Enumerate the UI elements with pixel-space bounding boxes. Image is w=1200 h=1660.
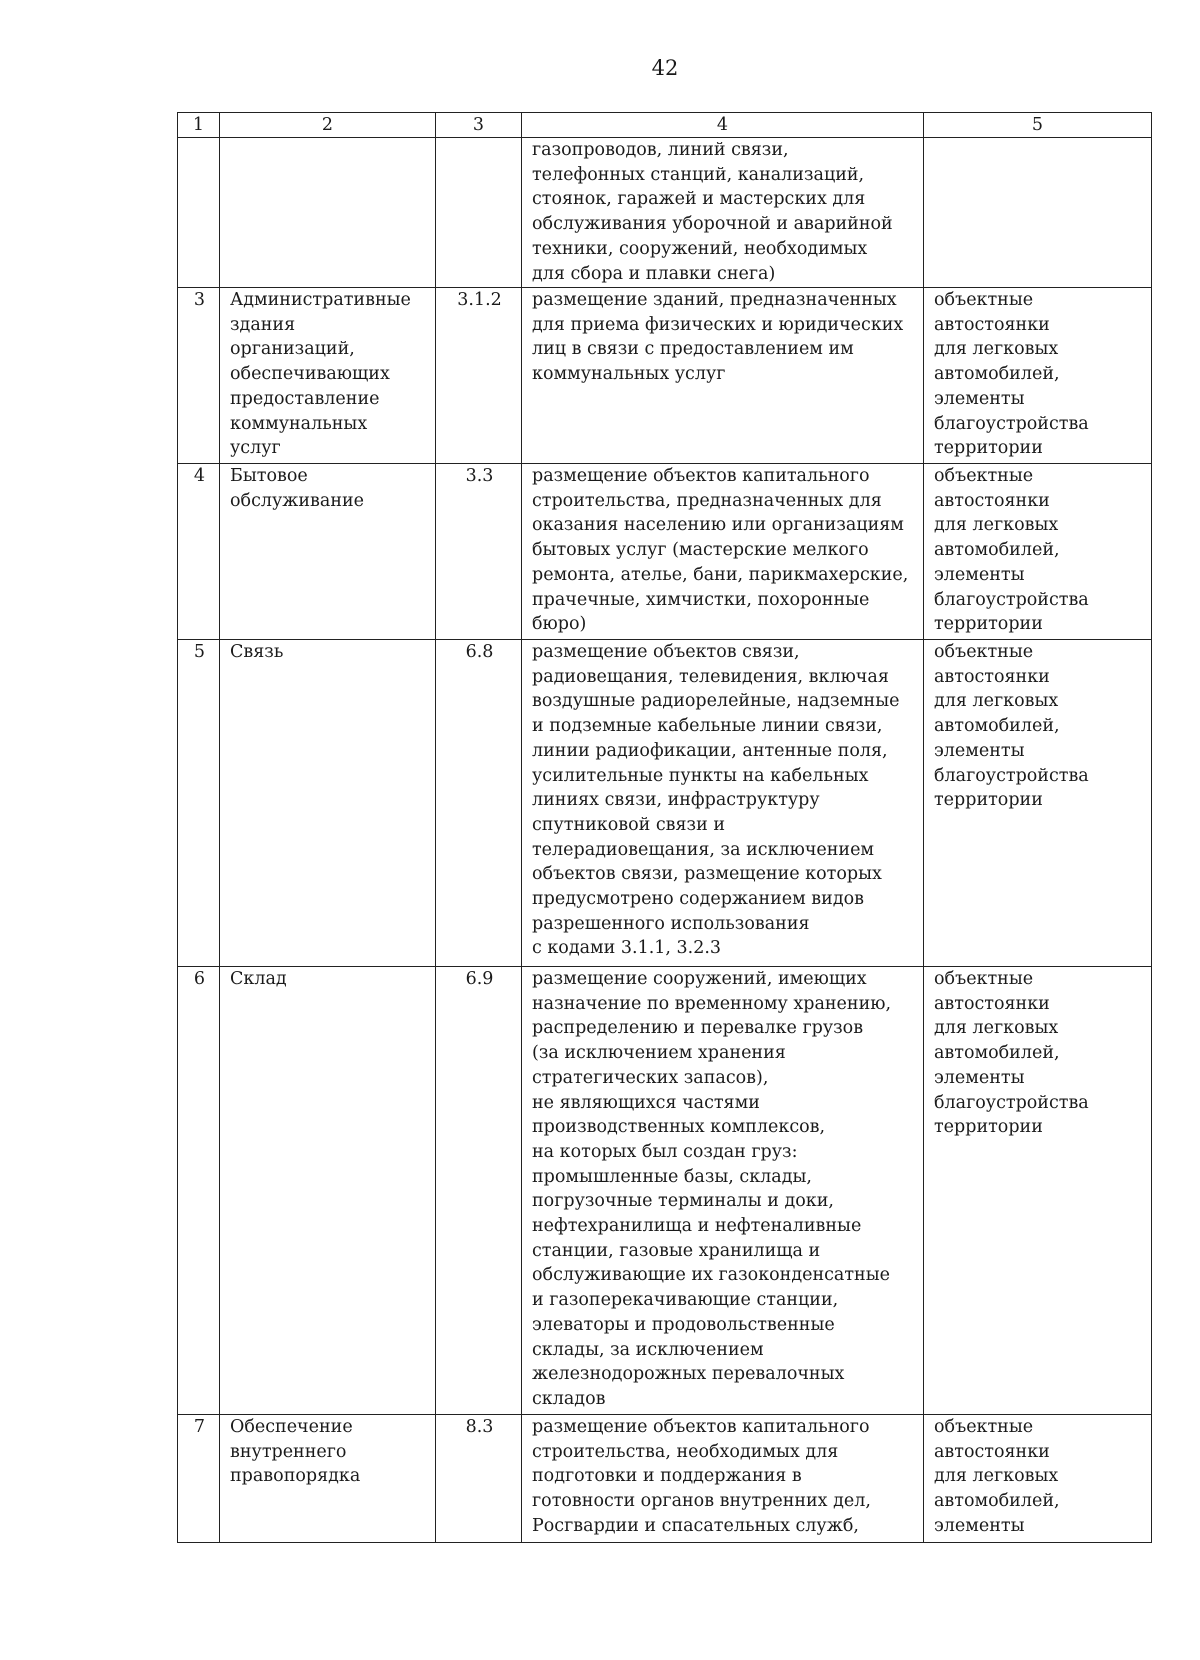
use-description-cell — [522, 640, 924, 967]
use-code-cell — [436, 1415, 522, 1543]
use-code-cell — [436, 288, 522, 464]
use-description-cell — [522, 967, 924, 1415]
row-number: 5 — [193, 642, 206, 662]
use-name-cell — [220, 640, 436, 967]
use-name-cell — [220, 138, 436, 288]
use-description-cell — [522, 288, 924, 464]
use-name-cell — [220, 1415, 436, 1543]
use-description: размещение сооружений, имеющих назначение по временному хранению, распределению и перевалке грузов (за исключением хранения стратегических запасов), не являющихся частями производственных комплексов, на которых был создан груз: промышленные базы, склады, погрузочные терминалы и доки, нефтехранилища и нефтеналивные станции, газовые хранилища и обслуживающие их газоконденсатные и газоперекачивающие станции, элеваторы и продовольственные склады, за исключением железнодорожных перевалочных складов — [532, 969, 892, 1409]
auxiliary-uses: объектные автостоянки для легковых автомобилей, элементы — [934, 1417, 1060, 1536]
use-name: Бытовое обслуживание — [230, 466, 365, 511]
row-number-cell — [178, 1415, 220, 1543]
use-code-cell — [436, 464, 522, 640]
use-code: 6.9 — [465, 969, 494, 989]
use-name: Связь — [230, 642, 284, 662]
use-code: 3.3 — [465, 466, 494, 486]
use-name: Обеспечение внутреннего правопорядка — [230, 1417, 361, 1487]
table-row — [178, 138, 1152, 288]
use-name: Склад — [230, 969, 287, 989]
column-header-3: 3 — [436, 113, 522, 138]
table-row — [178, 967, 1152, 1415]
use-description-cell — [522, 138, 924, 288]
use-name-cell — [220, 288, 436, 464]
auxiliary-uses: объектные автостоянки для легковых автомобилей, элементы благоустройства территории — [934, 642, 1089, 811]
use-description-cell — [522, 1415, 924, 1543]
use-description: размещение объектов капитального строительства, необходимых для подготовки и поддержания в готовности органов внутренних дел, Росгвардии и спасательных служб, — [532, 1417, 871, 1536]
auxiliary-uses-cell — [924, 288, 1152, 464]
row-number: 3 — [193, 290, 206, 310]
auxiliary-uses: объектные автостоянки для легковых автомобилей, элементы благоустройства территории — [934, 466, 1089, 635]
use-name-cell — [220, 967, 436, 1415]
use-description: газопроводов, линий связи, телефонных станций, канализаций, стоянок, гаражей и мастерских для обслуживания уборочной и аварийной техники, сооружений, необходимых для сбора и плавки снега) — [532, 140, 893, 284]
row-number: 7 — [193, 1417, 206, 1437]
column-header-5: 5 — [924, 113, 1152, 138]
use-code-cell — [436, 640, 522, 967]
table-header-row — [178, 113, 1152, 138]
table-row — [178, 1415, 1152, 1543]
use-description: размещение зданий, предназначенных для приема физических и юридических лиц в связи с предоставлением им коммунальных услуг — [532, 290, 904, 385]
use-description: размещение объектов связи, радиовещания, телевидения, включая воздушные радиорелейные, надземные и подземные кабельные линии связи, линии радиофикации, антенные поля, усилительные пункты на кабельных линиях связи, инфраструктуру спутниковой связи и телерадиовещания, за исключением объектов связи, размещение которых предусмотрено содержанием видов разрешенного использования с кодами 3.1.1, 3.2.3 — [532, 642, 900, 959]
row-number-cell — [178, 640, 220, 967]
row-number-cell — [178, 967, 220, 1415]
row-number-cell — [178, 288, 220, 464]
table-row — [178, 640, 1152, 967]
use-code: 3.1.2 — [457, 290, 502, 310]
column-header-2: 2 — [220, 113, 436, 138]
auxiliary-uses-cell — [924, 138, 1152, 288]
row-number-cell — [178, 138, 220, 288]
row-number: 4 — [193, 466, 206, 486]
use-name-cell — [220, 464, 436, 640]
auxiliary-uses-cell — [924, 640, 1152, 967]
use-code: 8.3 — [465, 1417, 494, 1437]
auxiliary-uses-cell — [924, 464, 1152, 640]
use-code-cell — [436, 967, 522, 1415]
use-description-cell — [522, 464, 924, 640]
auxiliary-uses-cell — [924, 967, 1152, 1415]
land-use-table — [177, 112, 1152, 1543]
use-code: 6.8 — [465, 642, 494, 662]
table-row — [178, 464, 1152, 640]
page-number — [0, 56, 1200, 80]
use-code-cell — [436, 138, 522, 288]
column-header-1: 1 — [178, 113, 220, 138]
column-header-4: 4 — [522, 113, 924, 138]
use-name: Административные здания организаций, обеспечивающих предоставление коммунальных услуг — [230, 290, 411, 459]
row-number-cell — [178, 464, 220, 640]
auxiliary-uses: объектные автостоянки для легковых автомобилей, элементы благоустройства территории — [934, 290, 1089, 459]
auxiliary-uses-cell — [924, 1415, 1152, 1543]
table-row — [178, 288, 1152, 464]
page-number-text: 42 — [651, 56, 679, 80]
use-description: размещение объектов капитального строительства, предназначенных для оказания населению или организациям бытовых услуг (мастерские мелкого ремонта, ателье, бани, парикмахерские, прачечные, химчистки, похоронные бюро) — [532, 466, 909, 635]
row-number: 6 — [193, 969, 206, 989]
auxiliary-uses: объектные автостоянки для легковых автомобилей, элементы благоустройства территории — [934, 969, 1089, 1138]
